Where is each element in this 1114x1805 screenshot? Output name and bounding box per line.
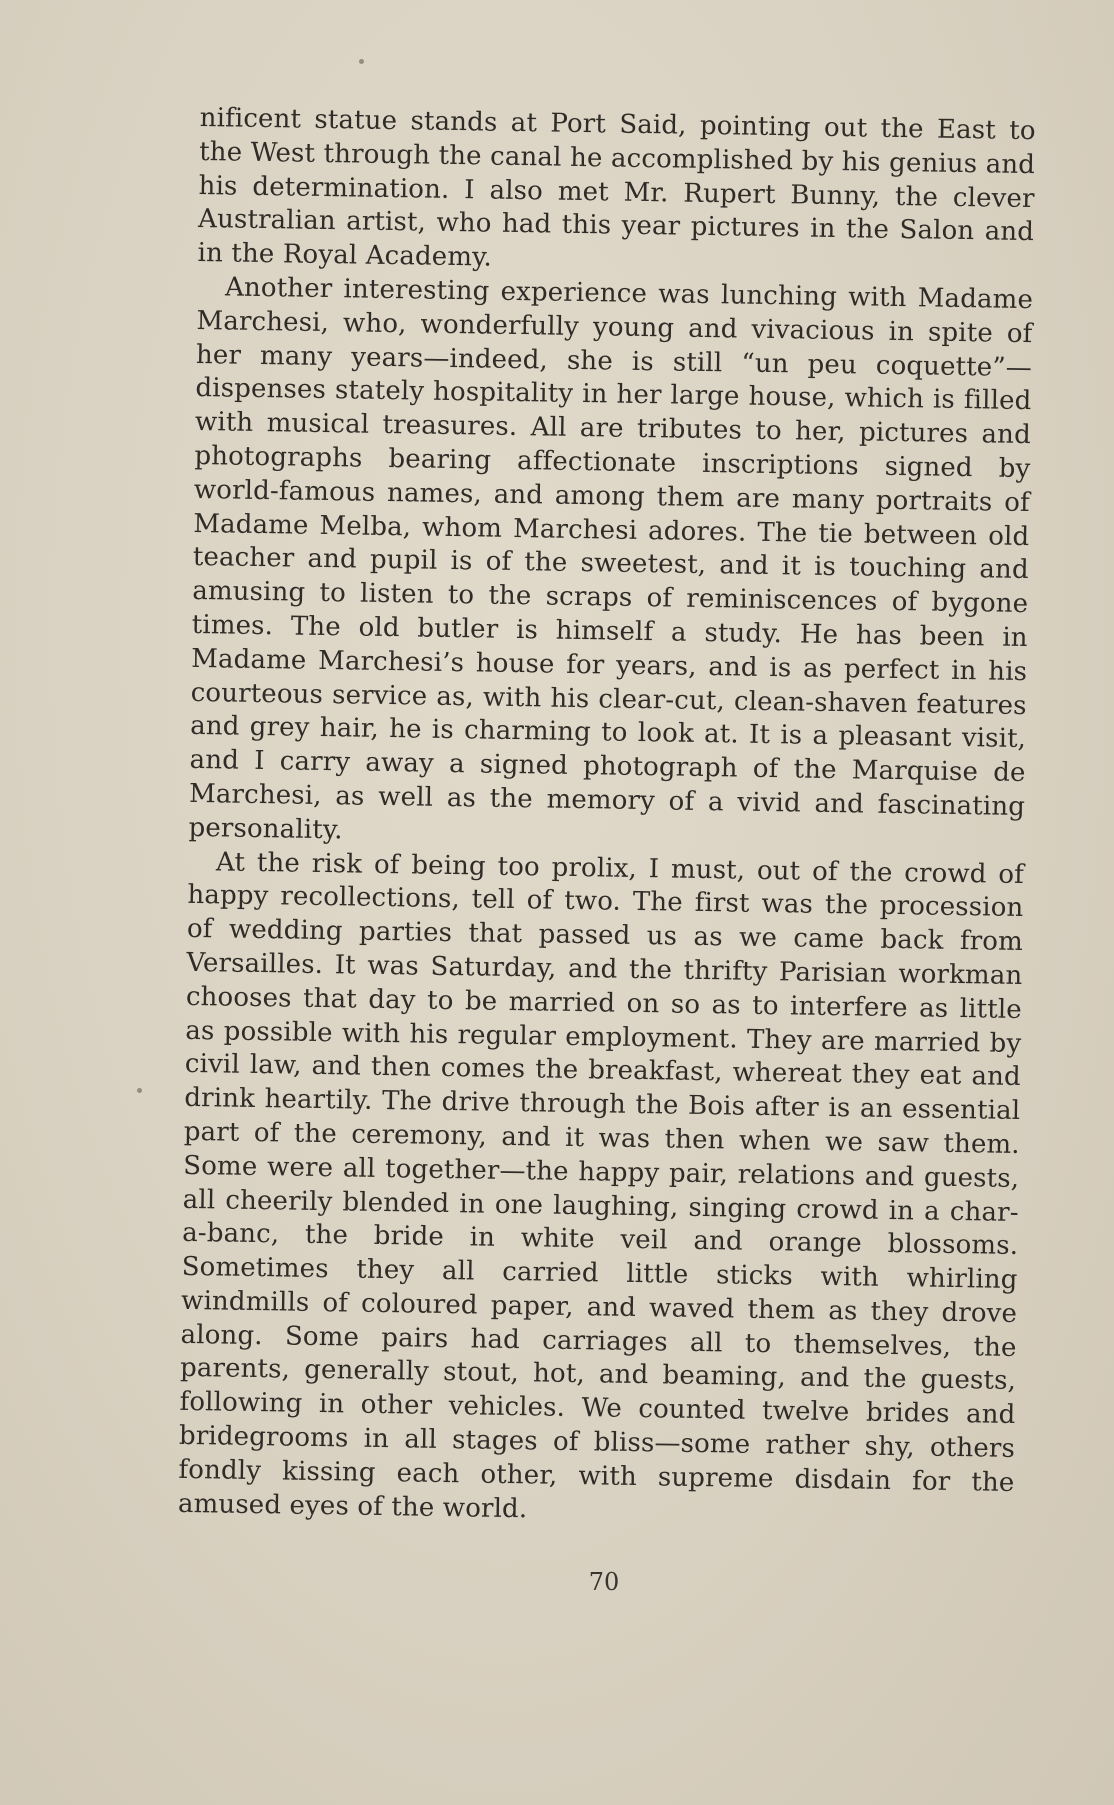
paragraph-continuation: nificent statue stands at Port Said, pointing out the East to the West through the canal he accomplished by his genius and his determination. I also met Mr. Rupert Bunny, the clever Australian artist, who had this year pictures in the Salon and in the Royal Academy.	[197, 102, 1036, 273]
paragraph-marchesi-lunch: Another interesting experience was lunching with Madame Marchesi, who, wonderfully young and vivacious in spite of her many years—indeed, she is still “un peu coquette”—dispenses stately hospitality in her large house, which is filled with musical treasures. All are tributes to her, pictures and photographs bearing affectionate inscriptions signed by world-famous names, and among them are many portraits of Madame Melba, whom Marchesi adores. The tie between old teacher and pupil is of the sweetest, and it is touching and amusing to listen to the scraps of reminiscences of bygone times. The old butler is himself a study. He has been in Madame Marchesi’s house for years, and is as perfect in his courteous service as, with his clear-cut, clean-shaven features and grey hair, he is charming to look at. It is a pleasant visit, and I carry away a signed photograph of the Marquise de Marchesi, as well as the memory of a vivid and fascinating personality.	[188, 272, 1034, 846]
page-number: 70	[588, 1568, 620, 1596]
paper-speck	[359, 59, 364, 64]
page-text	[178, 102, 1036, 1534]
paper-speck	[137, 1088, 142, 1093]
paragraph-wedding-parties: At the risk of being too prolix, I must, out of the crowd of happy recollections, tell of two. The first was the procession of wedding parties that passed us as we came back from Versailles. It was Saturday, and the thrifty Parisian workman chooses that day to be married on so as to interfere as little as possible with his regular employment. They are married by civil law, and then comes the breakfast, whereat they eat and drink heartily. The drive through the Bois after is an essential part of the ceremony, and it was then when we saw them. Some were all together—the happy pair, relations and guests, all cheerily blended in one laughing, singing crowd in a char-a-banc, the bride in white veil and orange blossoms. Sometimes they all carried little sticks with whirling windmills of coloured paper, and waved them as they drove along. Some pairs had carriages all to themselves, the parents, generally stout, hot, and beaming, and the guests, following in other vehicles. We counted twelve brides and bridegrooms in all stages of bliss—some rather shy, others fondly kissing each other, with supreme disdain for the amused eyes of the world.	[177, 846, 1025, 1524]
